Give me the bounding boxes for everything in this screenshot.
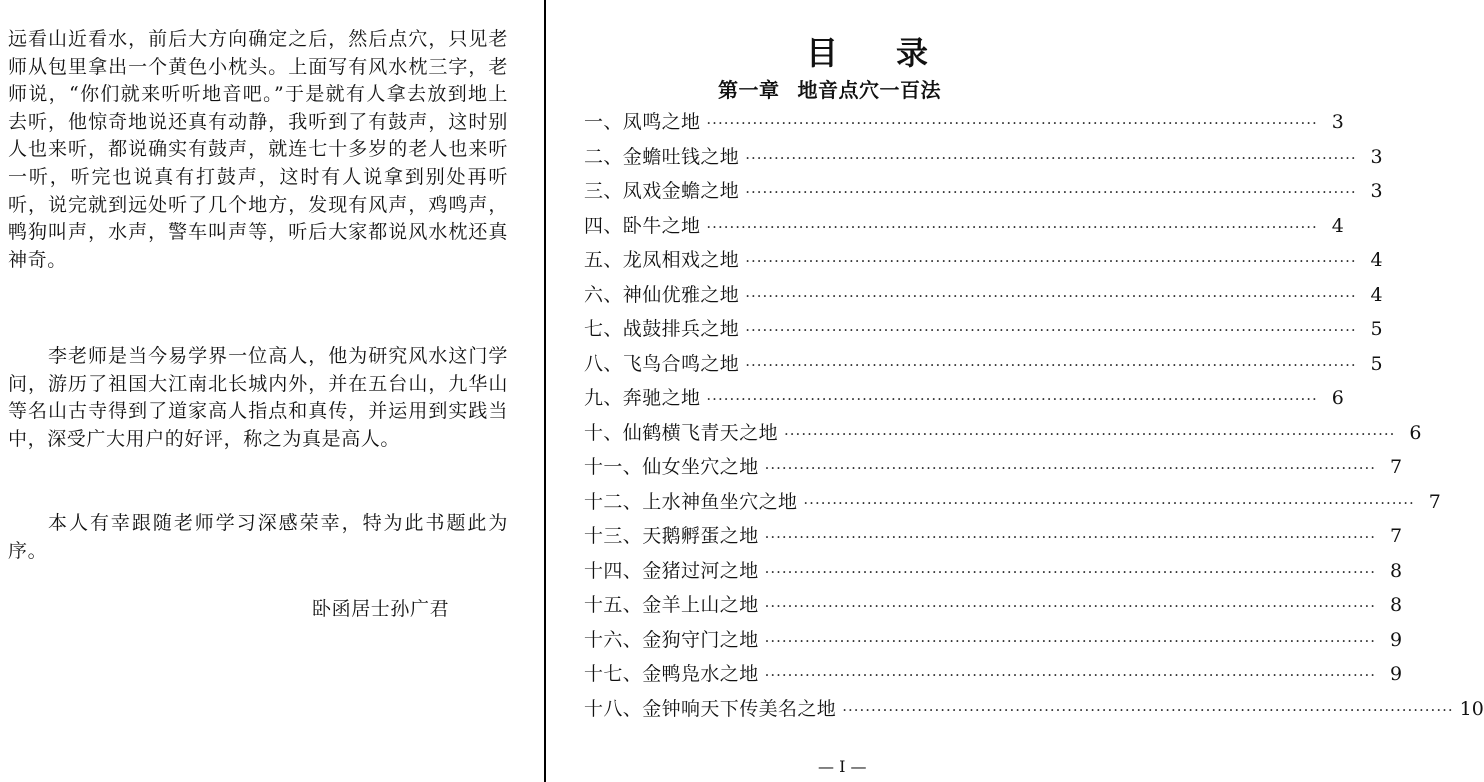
toc-entry-page: 5 (1370, 318, 1383, 340)
toc-entry[interactable] (584, 314, 1383, 349)
toc-entry-page: 7 (1389, 456, 1403, 478)
toc-entry-page: 8 (1389, 594, 1403, 616)
toc-leader-dots (745, 321, 1356, 339)
toc-leader-dots (765, 459, 1376, 477)
toc-entry[interactable] (584, 349, 1383, 384)
left-page (0, 0, 540, 782)
toc-title: 目录 (806, 34, 987, 72)
chapter-title (718, 74, 941, 103)
toc-entry[interactable] (584, 211, 1344, 246)
toc-leader-dots (765, 563, 1376, 581)
toc-leader-dots (803, 494, 1414, 512)
toc-entry-page: 7 (1389, 525, 1403, 547)
toc-entry[interactable] (584, 452, 1403, 487)
toc-entry-label: 十二、上水神鱼坐穴之地 (584, 490, 798, 513)
toc-entry-label: 十六、金狗守门之地 (584, 628, 759, 651)
toc-entry-page: 3 (1370, 180, 1383, 202)
chapter-name: 地音点穴一百法 (797, 78, 941, 102)
toc-entry-page: 9 (1389, 663, 1403, 685)
toc-entry[interactable] (584, 418, 1422, 453)
toc-entry[interactable] (584, 694, 1484, 729)
toc-entry-page: 9 (1389, 628, 1403, 651)
chapter-number: 第一章 (718, 78, 780, 102)
toc-entry-page: 3 (1331, 111, 1344, 133)
toc-entry-page: 8 (1389, 559, 1403, 582)
toc-leader-dots (706, 218, 1317, 236)
toc-leader-dots (745, 356, 1356, 374)
toc-entry[interactable] (584, 176, 1383, 211)
toc-entry-label: 十一、仙女坐穴之地 (584, 456, 759, 478)
toc-leader-dots (706, 390, 1317, 408)
toc-entry-label: 九、奔驰之地 (584, 387, 701, 409)
toc-leader-dots (842, 701, 1453, 719)
toc-leader-dots (765, 666, 1376, 684)
toc-list (584, 107, 1484, 728)
toc-entry-page: 10 (1459, 697, 1484, 720)
toc-entry-label: 十五、金羊上山之地 (584, 594, 759, 616)
right-page (548, 0, 1484, 782)
toc-leader-dots (745, 183, 1356, 201)
toc-entry[interactable] (584, 487, 1441, 522)
toc-entry[interactable] (584, 280, 1383, 315)
toc-entry-label: 二、金蟾吐钱之地 (584, 145, 740, 168)
toc-entry[interactable] (584, 625, 1403, 660)
toc-entry[interactable] (584, 521, 1403, 556)
toc-entry[interactable] (584, 107, 1344, 142)
toc-entry-page: 6 (1409, 421, 1422, 444)
toc-leader-dots (765, 528, 1376, 546)
toc-entry-page: 4 (1370, 283, 1383, 306)
toc-entry-page: 4 (1370, 249, 1383, 271)
preface-paragraph: 远看山近看水，前后大方向确定之后，然后点穴，只见老师从包里拿出一个黄色小枕头。上面写有风水枕三字，老师说，“你们就来听听地音吧。”于是就有人拿去放到地上去听，他惊奇地说还真有动静，我听到了有鼓声，这时别人也来听，都说确实有鼓声，就连七十多岁的老人也来听一听，听完也说真有打鼓声，这时有人说拿到别处再听听，说完就到远处听了几个地方，发现有风声，鸡鸣声，鸭狗叫声，水声，警车叫声等，听后大家都说风水枕还真神奇。 (8, 28, 508, 271)
toc-leader-dots (784, 425, 1395, 443)
toc-entry[interactable] (584, 245, 1383, 280)
toc-entry[interactable] (584, 556, 1403, 591)
toc-leader-dots (745, 287, 1356, 305)
toc-entry-label: 十四、金猪过河之地 (584, 559, 759, 582)
toc-entry-label: 七、战鼓排兵之地 (584, 318, 740, 340)
toc-entry-page: 7 (1428, 490, 1441, 513)
toc-entry-label: 五、龙凤相戏之地 (584, 249, 740, 271)
toc-entry-page: 6 (1331, 387, 1344, 409)
page-number: — I — (818, 757, 867, 776)
toc-entry-label: 十三、天鹅孵蛋之地 (584, 525, 759, 547)
toc-entry-label: 四、卧牛之地 (584, 214, 701, 237)
toc-entry-label: 十七、金鸭凫水之地 (584, 663, 759, 685)
toc-entry[interactable] (584, 383, 1344, 418)
toc-entry[interactable] (584, 590, 1403, 625)
toc-entry-page: 3 (1370, 145, 1383, 168)
toc-entry-label: 一、凤鸣之地 (584, 111, 701, 133)
toc-entry-label: 十、仙鹤横飞青天之地 (584, 421, 779, 444)
toc-leader-dots (745, 252, 1356, 270)
toc-entry-label: 三、凤戏金蟾之地 (584, 180, 740, 202)
toc-leader-dots (745, 149, 1356, 167)
toc-entry[interactable] (584, 659, 1403, 694)
toc-entry-label: 八、飞鸟合鸣之地 (584, 352, 740, 375)
preface-signature: 卧函居士孙广君 (312, 598, 450, 620)
toc-entry[interactable] (584, 142, 1383, 177)
toc-leader-dots (706, 114, 1317, 132)
toc-entry-label: 六、神仙优雅之地 (584, 283, 740, 306)
preface-paragraph: 李老师是当今易学界一位高人，他为研究风水这门学问，游历了祖国大江南北长城内外，并在五台山，九华山等名山古寺得到了道家高人指点和真传，并运用到实践当中，深受广大用户的好评，称之为真是高人。 (8, 345, 508, 450)
page-divider (544, 0, 546, 782)
toc-entry-label: 十八、金钟响天下传美名之地 (584, 697, 837, 720)
preface-paragraph: 本人有幸跟随老师学习深感荣幸，特为此书题此为序。 (8, 512, 508, 562)
toc-leader-dots (765, 597, 1376, 615)
toc-leader-dots (765, 632, 1376, 650)
toc-entry-page: 5 (1370, 352, 1383, 375)
toc-entry-page: 4 (1331, 214, 1344, 237)
